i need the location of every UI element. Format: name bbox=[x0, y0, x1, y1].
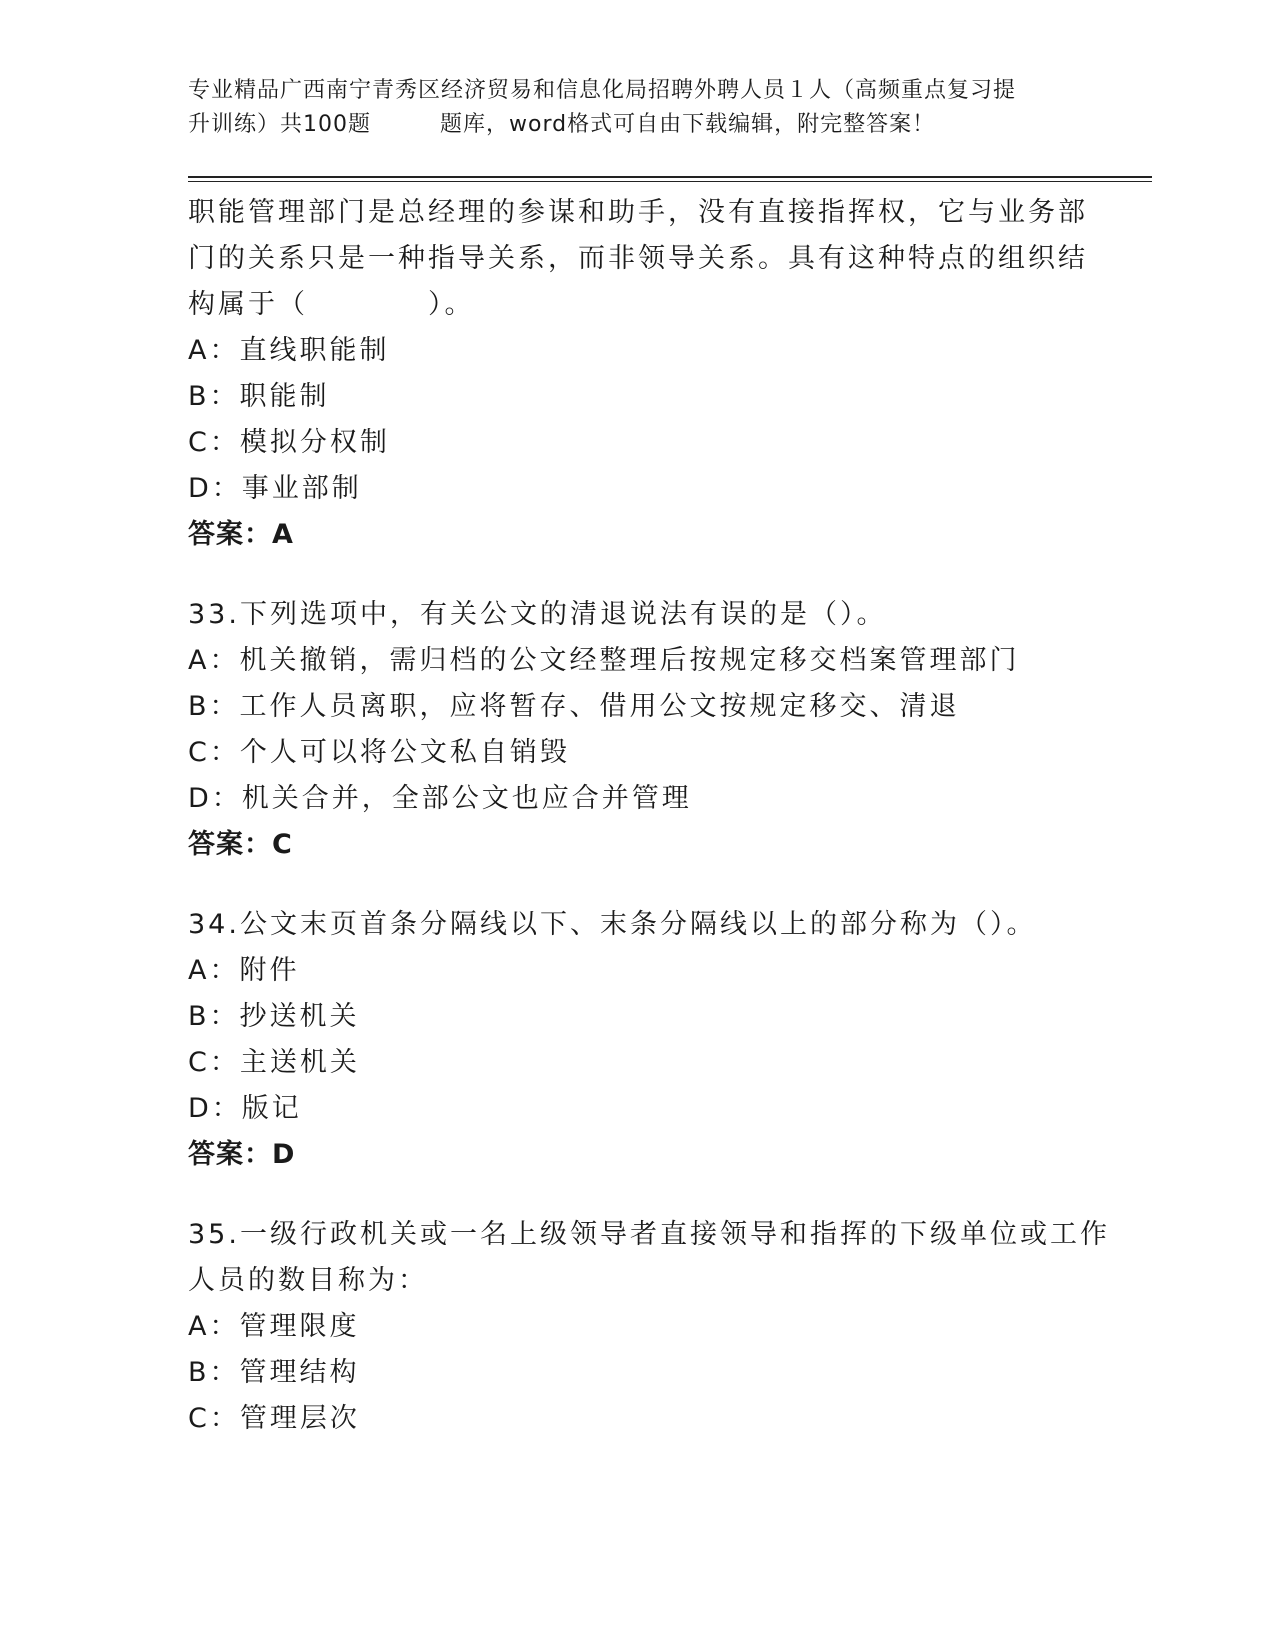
option-b: B：抄送机关 bbox=[188, 1001, 360, 1032]
question-34 bbox=[188, 902, 1088, 1178]
option-a: A：附件 bbox=[188, 955, 300, 986]
question-stem-line: 职能管理部门是总经理的参谋和助手，没有直接指挥权，它与业务部 bbox=[188, 197, 1088, 228]
option-c: C：模拟分权制 bbox=[188, 427, 390, 458]
option-d: D：版记 bbox=[188, 1093, 302, 1124]
option-b: B：工作人员离职，应将暂存、借用公文按规定移交、清退 bbox=[188, 691, 960, 722]
header-divider-thin bbox=[188, 181, 1152, 182]
option-c: C：个人可以将公文私自销毁 bbox=[188, 737, 570, 768]
question-33 bbox=[188, 592, 1088, 868]
option-d: D：事业部制 bbox=[188, 473, 362, 504]
option-a: A：管理限度 bbox=[188, 1311, 360, 1342]
option-a: A：机关撤销，需归档的公文经整理后按规定移交档案管理部门 bbox=[188, 645, 1020, 676]
question-35 bbox=[188, 1212, 1110, 1442]
option-c: C：管理层次 bbox=[188, 1403, 360, 1434]
answer-label: 答案：D bbox=[188, 1139, 296, 1170]
option-c: C：主送机关 bbox=[188, 1047, 360, 1078]
page-header bbox=[188, 74, 1088, 142]
question-32 bbox=[188, 190, 1088, 558]
question-list bbox=[188, 190, 1110, 1476]
question-stem-line: 33.下列选项中，有关公文的清退说法有误的是（）。 bbox=[188, 599, 887, 630]
header-line-2: 升训练）共100题 题库，word格式可自由下载编辑，附完整答案！ bbox=[188, 112, 936, 137]
question-stem-line: 人员的数目称为： bbox=[188, 1265, 428, 1296]
option-b: B：管理结构 bbox=[188, 1357, 360, 1388]
question-stem-line: 构属于（ ）。 bbox=[188, 289, 475, 320]
option-a: A：直线职能制 bbox=[188, 335, 390, 366]
option-d: D：机关合并，全部公文也应合并管理 bbox=[188, 783, 692, 814]
header-divider-thick bbox=[188, 176, 1152, 178]
question-stem-line: 34.公文末页首条分隔线以下、末条分隔线以上的部分称为（）。 bbox=[188, 909, 1037, 940]
question-stem-line: 门的关系只是一种指导关系，而非领导关系。具有这种特点的组织结 bbox=[188, 243, 1088, 274]
answer-label: 答案：C bbox=[188, 829, 293, 860]
header-line-1: 专业精品广西南宁青秀区经济贸易和信息化局招聘外聘人员１人（高频重点复习提 bbox=[188, 78, 1017, 103]
question-stem-line: 35.一级行政机关或一名上级领导者直接领导和指挥的下级单位或工作 bbox=[188, 1219, 1110, 1250]
option-b: B：职能制 bbox=[188, 381, 330, 412]
answer-label: 答案：A bbox=[188, 519, 294, 550]
